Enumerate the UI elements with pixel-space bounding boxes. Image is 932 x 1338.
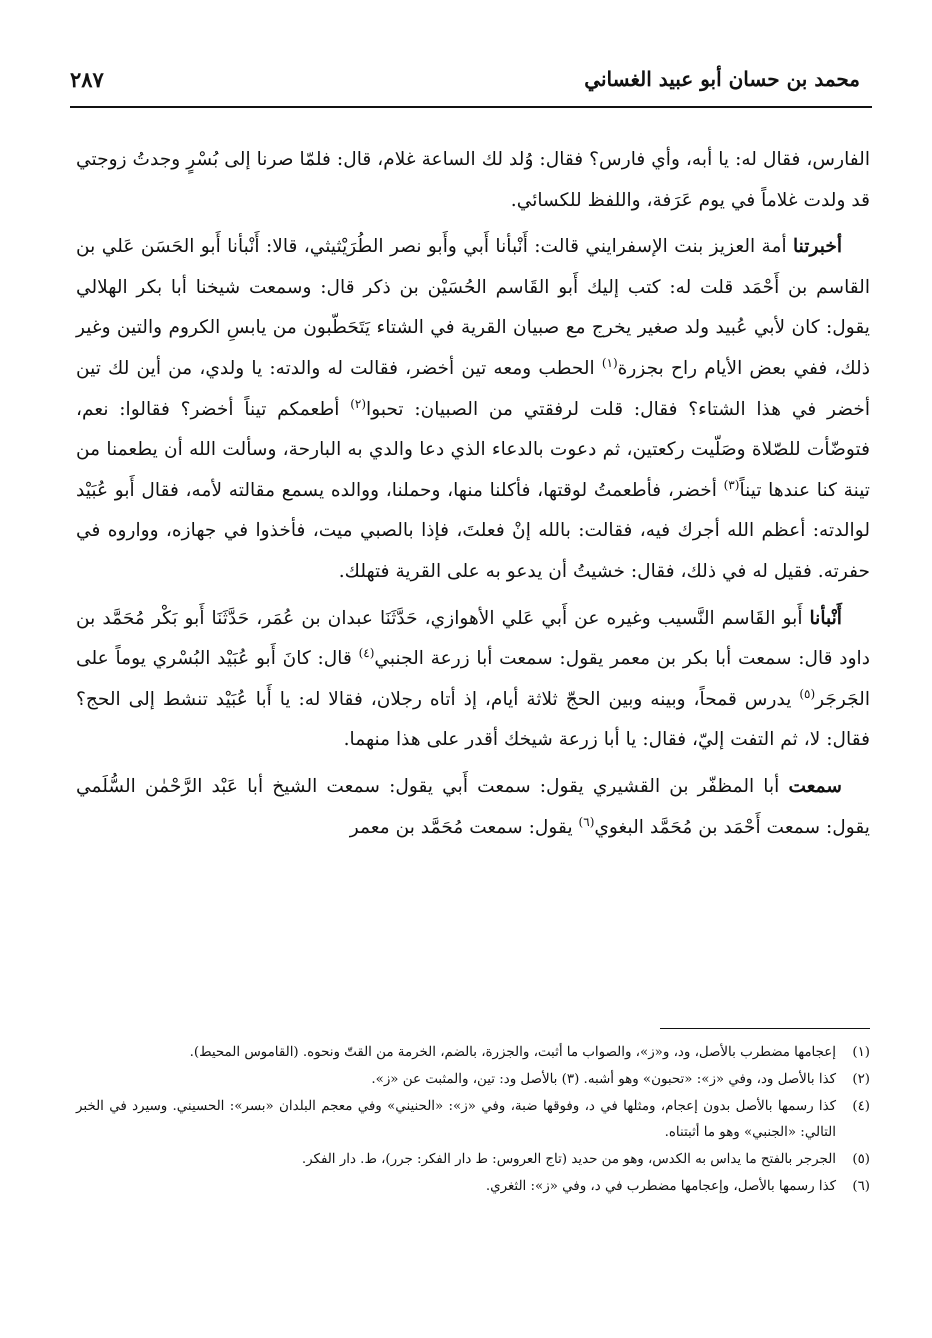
paragraph-text: أخضر، فأطعمتُ لوقتها، فأكلنا منها، وحملنا، ووالده يسمع مقالته لأمه، فقال أَبو عُبَيْد لوالدته: أعظم الله أجرك فيه، فقالت: بالله إنْ فعلتَ، فإذا بالصبي ميت، فأخذوا في جهازه، وواروه في حفرته. فقيل له في ذلك، فقال: خشيتُ أن يدعو به على القرية فتهلك. [76,479,870,582]
footnote-ref[interactable]: (٣) [723,477,740,492]
running-title: محمد بن حسان أبو عبيد الغساني [584,67,860,91]
paragraph-text: أَبو القَاسم النَّسيب وغيره عن أَبي عَلي الأهوازي، حَدَّثَنَا عبدان بن عُمَر، حَدَّثَنَا أَبو بَكْر مُحَمَّد بن داود قال: سمعت أبا بكر بن معمر يقول: سمعت أبا زرعة الجنبي [76,607,870,670]
paragraph [76,227,870,592]
footnote-text: إعجامها مضطرب بالأصل، ود، و«ز»، والصواب ما أثبت، والجزرة، بالضم، الخرمة من القتّ ونحوه. (القاموس المحيط). [189,1045,836,1060]
paragraph [76,140,870,221]
paragraph-text: أمة العزيز بنت الإسفرايني قالت: أَنْبأنا أَبي وأَبو نصر الطُرَيْثيثي، قالا: أَنْبأنا أَبو الحَسَن عَلي بن القاسم بن أَحْمَد قلت له: كتب إليك أَبو القَاسم الحُسَيْن بن ذكر قال: وسمعت شيخنا أبا بكر الهلالي يقول: كان لأبي عُبيد ولد صغير يخرج مع صبيان القرية في الشتاء يَتَحَطّبون من يابسِ الكروم والتين وغير ذلك، ففي بعض الأيام راح بجزرة [76,236,870,379]
footnote-item [76,1174,870,1201]
footnote-number: (٦) [852,1178,870,1194]
paragraph-text: قال: كانَ أَبو عُبَيْد البُسْري يوماً على الجَرجَر [76,648,870,710]
page-number: ٢٨٧ [70,66,104,92]
footnote-number: (١) [852,1045,870,1060]
paragraph-text: أطعمكم تيناً أخضر؟ فقالوا: نعم، فتوضّأت للصّلاة وصَلّيت ركعتين، ثم دعوت بالدعاء الذي دعا والدي به البارحة، وسألت الله أن يطعمنا من تينة كنا عندها تيناً [76,398,870,501]
paragraph-text: الفارس، فقال له: يا أبه، وأي فارس؟ فقال: وُلد لك الساعة غلام، قال: فلمّا صرنا إلى بُسْرٍ وجدتُ زوجتي قد ولدت غلاماً في يوم عَرَفة، واللفظ للكسائي. [76,149,870,211]
paragraph-lead-word: سمعت [788,775,842,797]
footnote-ref[interactable]: (٥) [799,686,816,701]
paragraph-text: يقول: سمعت مُحَمَّد بن معمر [349,816,573,838]
footnote-item [76,1147,870,1174]
footnote-ref[interactable]: (١) [601,355,618,370]
main-text [76,140,870,854]
footnote-number: (٥) [852,1152,870,1168]
footnote-divider [660,1028,870,1029]
footnote-number: (٢) [852,1071,870,1087]
footnote-text: الجرجر بالفتح ما يداس به الكدس، وهو من حديد (تاج العروس: ط دار الفكر: جرر)، ط. دار الفكر. [301,1152,836,1168]
paragraph-text: أبا المظفّر بن القشيري يقول: سمعت أَبي يقول: سمعت الشيخ أبا عَبْد الرَّحْمٰن السُّلَمي يقول: سمعت أَحْمَد بن مُحَمَّد البغوي [76,775,870,838]
footnote-text: كذا رسمها بالأصل، وإعجامها مضطرب في د، وفي «ز»: الثغري. [485,1178,836,1194]
footnote-ref[interactable]: (٦) [578,814,595,829]
paragraph-text: يدرس قمحاً، وبينه وبين الحجّ ثلاثة أيام، إذ أتاه رجلان، فقالا له: يا أَبا عُبَيْد تنشط إلى الحج؟ فقال: لا، ثم التفت إليّ، فقال: يا أبا زرعة شيخك أقدر على هذا منهما. [76,688,870,751]
footnote-ref[interactable]: (٤) [358,645,375,660]
paragraph-lead-word: أخبرتنا [793,236,842,258]
paragraph [76,767,870,848]
footnote-text: كذا بالأصل ود، وفي «ز»: «تحبون» وهو أشبه. (٣) بالأصل ود: تين، والمثبت عن «ز». [371,1071,836,1087]
footnote-ref[interactable]: (٢) [350,396,367,411]
footnote-text: كذا رسمها بالأصل بدون إعجام، ومثلها في د، وفوقها ضبة، وفي «ز»: «الحنيني» وفي معجم البلدان «بسر»: الحسيني. وسيرد في الخبر التالي: «الجنبي» وهو ما أثبتناه. [76,1098,836,1141]
paragraph-lead-word: أَنْبأنا [809,607,842,629]
paragraph [76,599,870,761]
footnote-item [76,1040,870,1067]
footnotes [76,1040,870,1201]
footnote-item [76,1094,870,1148]
paragraph-text: الحطب ومعه تين أخضر، فقالت له والدته: يا ولدي، من أين لك تين أخضر في هذا الشتاء؟ فقال: قلت لرفقتي من الصبيان: تحبوا [76,357,870,420]
page-header [70,62,860,96]
footnote-number: (٤) [852,1098,870,1114]
header-divider [70,106,872,108]
footnote-item [76,1067,870,1094]
